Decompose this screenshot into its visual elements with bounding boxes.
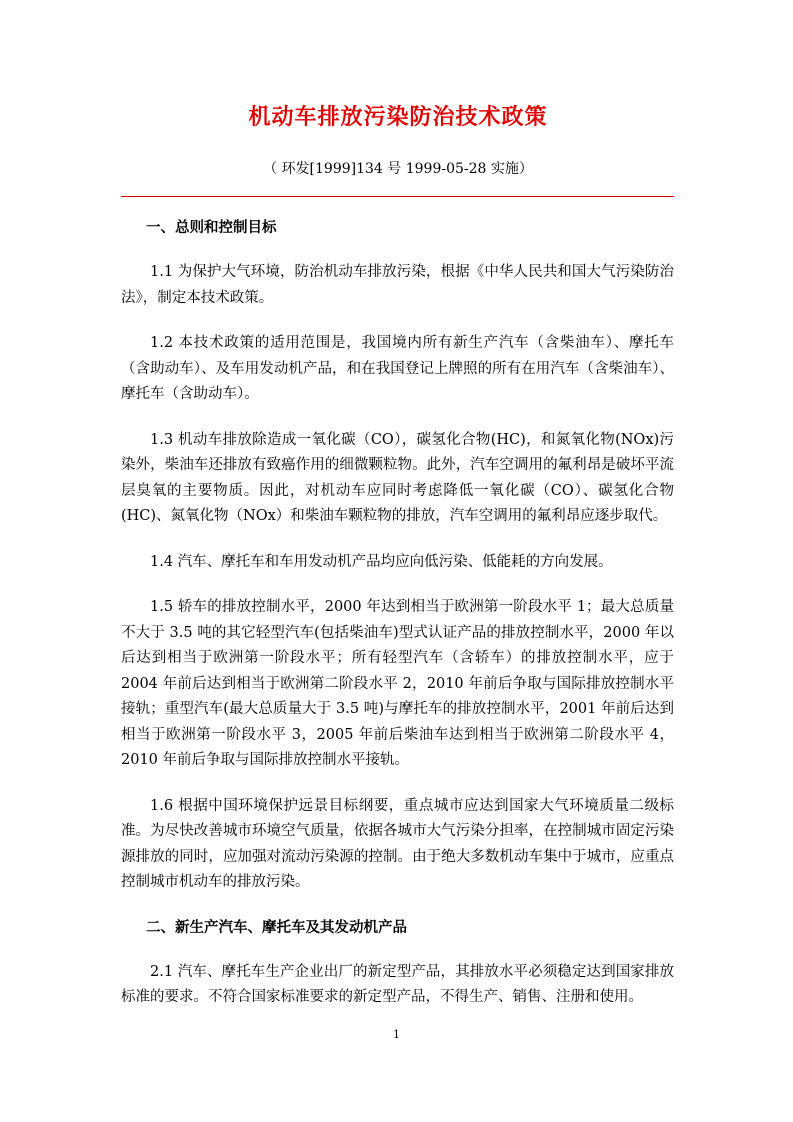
section-heading: 二、新生产汽车、摩托车及其发动机产品 (146, 919, 407, 936)
paragraph-1-2: 1.2 本技术政策的适用范围是，我国境内所有新生产汽车（含柴油车）、摩托车（含助动车）、及车用发动机产品，和在我国登记上牌照的所有在用汽车（含柴油车）、摩托车（含助动车）。 (121, 335, 674, 402)
paragraph-1-1: 1.1 为保护大气环境，防治机动车排放污染，根据《中华人民共和国大气污染防治法》，制定本技术政策。 (121, 264, 674, 306)
paragraph-1-6: 1.6 根据中国环境保护远景目标纲要，重点城市应达到国家大气环境质量二级标准。为尽快改善城市环境空气质量，依据各城市大气污染分担率，在控制城市固定污染源排放的同时，应加强对流动污染源的控制。由于绝大多数机动车集中于城市，应重点控制城市机动车的排放污染。 (121, 797, 674, 890)
page-number: 1 (393, 1028, 400, 1041)
document-title: 机动车排放污染防治技术政策 (248, 105, 548, 130)
paragraph-2-1: 2.1 汽车、摩托车生产企业出厂的新定型产品，其排放水平必须稳定达到国家排放标准的要求。不符合国家标准要求的新定型产品，不得生产、销售、注册和使用。 (121, 963, 674, 1005)
title-divider (121, 196, 674, 197)
section-heading: 一、总则和控制目标 (146, 220, 277, 236)
document-subtitle: （ 环发[1999]134 号 1999-05-28 实施） (263, 161, 533, 177)
section-new-vehicles (121, 916, 674, 1011)
paragraph-1-3: 1.3 机动车排放除造成一氧化碳（CO），碳氢化合物(HC)，和氮氧化物(NOx)污染外，柴油车还排放有致癌作用的细微颗粒物。此外，汽车空调用的氟利昂是破坏平流层臭氧的主要物质。因此，对机动车应同时考虑降低一氧化碳（CO）、碳氢化合物(HC)、氮氧化物（NOx）和柴油车颗粒物的排放，汽车空调用的氟利昂应逐步取代。 (121, 431, 674, 524)
paragraph-1-4: 1.4 汽车、摩托车和车用发动机产品均应向低污染、低能耗的方向发展。 (150, 553, 613, 570)
paragraph-1-5: 1.5 轿车的排放控制水平，2000 年达到相当于欧洲第一阶段水平 1；最大总质量不大于 3.5 吨的其它轻型汽车(包括柴油车)型式认证产品的排放控制水平，2000 年以后达到相当于欧洲第一阶段水平；所有轻型汽车（含轿车）的排放控制水平，应于 2004 年前后达到相当于欧洲第二阶段水平 2，2010 年前后争取与国际排放控制水平接轨；重型汽车(最大总质量大于 3.5 吨)与摩托车的排放控制水平，2001 年前后达到相当于欧洲第一阶段水平 3，2005 年前后柴油车达到相当于欧洲第二阶段水平 4，2010 年前后争取与国际排放控制水平接轨。 (121, 599, 674, 768)
document-body (121, 216, 674, 1031)
section-general-principles (121, 216, 674, 896)
